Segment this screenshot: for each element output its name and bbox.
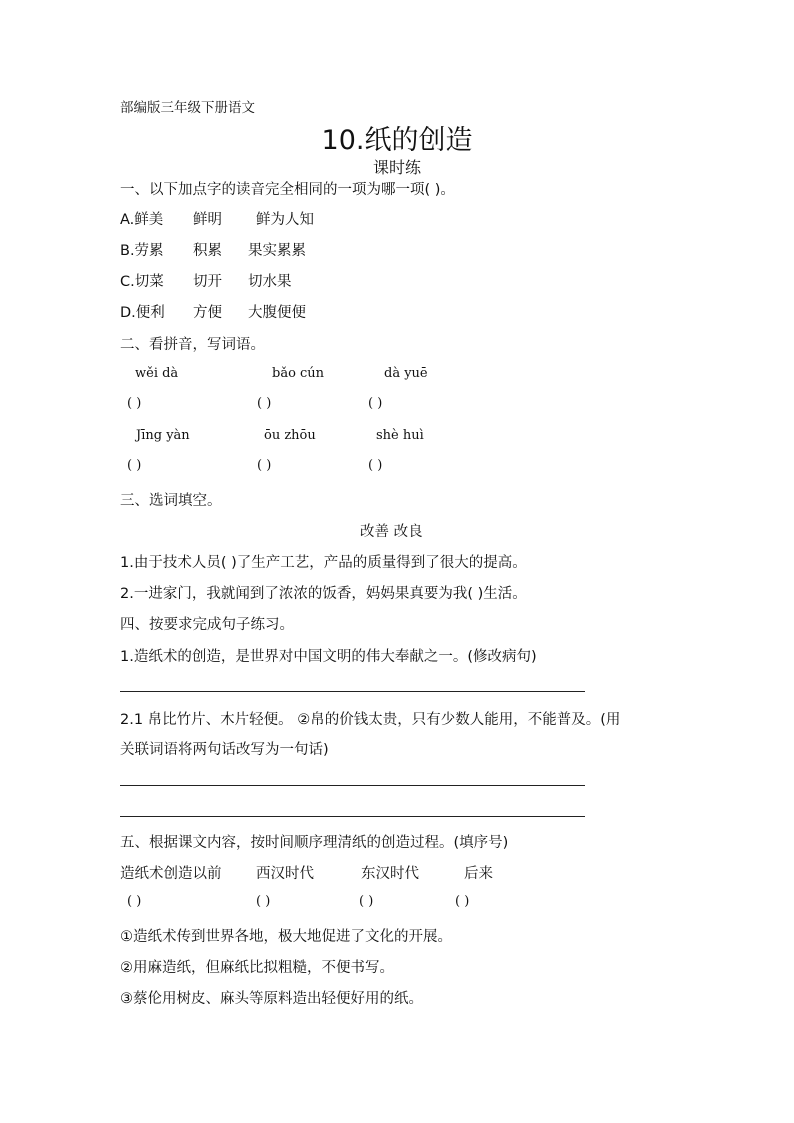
sentence-question-1: 1.造纸术的创造，是世界对中国文明的伟大奉献之一。(修改病句) bbox=[120, 649, 537, 665]
option-c-3: 切水果 bbox=[248, 274, 292, 290]
answer-bracket[interactable]: ( ) bbox=[127, 458, 142, 473]
option-a-1: A.鲜美 bbox=[120, 212, 164, 228]
process-item-2: ②用麻造纸，但麻纸比拟粗糙，不便书写。 bbox=[120, 960, 394, 976]
period-3: 东汉时代 bbox=[361, 866, 419, 882]
answer-bracket[interactable]: ( ) bbox=[257, 396, 272, 411]
option-c-1: C.切菜 bbox=[120, 274, 164, 290]
fill-question-1: 1.由于技术人员( )了生产工艺，产品的质量得到了很大的提高。 bbox=[120, 555, 527, 571]
doc-header: 部编版三年级下册语文 bbox=[120, 100, 255, 116]
option-a-2: 鲜明 bbox=[193, 212, 222, 228]
pinyin-1: wěi dà bbox=[135, 366, 179, 381]
answer-bracket[interactable]: ( ) bbox=[127, 894, 142, 909]
word-choices: 改善 改良 bbox=[360, 524, 423, 540]
answer-line[interactable] bbox=[120, 691, 585, 692]
option-b-2: 积累 bbox=[193, 243, 222, 259]
answer-bracket[interactable]: ( ) bbox=[368, 396, 383, 411]
period-4: 后来 bbox=[464, 866, 493, 882]
option-a-3: 鲜为人知 bbox=[256, 212, 314, 228]
section2-heading: 二、看拼音，写词语。 bbox=[120, 337, 265, 353]
option-b-3: 果实累累 bbox=[248, 243, 306, 259]
pinyin-4: Jīng yàn bbox=[136, 428, 190, 443]
pinyin-6: shè huì bbox=[376, 428, 424, 443]
section1-heading: 一、以下加点字的读音完全相同的一项为哪一项( )。 bbox=[120, 182, 455, 198]
option-b-1: B.劳累 bbox=[120, 243, 164, 259]
section4-heading: 四、按要求完成句子练习。 bbox=[120, 617, 294, 633]
process-item-3: ③蔡伦用树皮、麻头等原料造出轻便好用的纸。 bbox=[120, 991, 423, 1007]
section5-heading: 五、根据课文内容，按时间顺序理清纸的创造过程。(填序号) bbox=[120, 835, 509, 851]
answer-bracket[interactable]: ( ) bbox=[359, 894, 374, 909]
option-d-3: 大腹便便 bbox=[248, 305, 306, 321]
pinyin-5: ōu zhōu bbox=[264, 428, 316, 443]
period-1: 造纸术创造以前 bbox=[120, 866, 222, 882]
pinyin-2: bǎo cún bbox=[272, 366, 325, 381]
option-d-1: D.便利 bbox=[120, 305, 165, 321]
sentence-question-2-cont: 关联词语将两句话改写为一句话) bbox=[120, 742, 329, 758]
page-subtitle: 课时练 bbox=[372, 158, 421, 177]
answer-line[interactable] bbox=[120, 816, 585, 817]
process-item-1: ①造纸术传到世界各地，极大地促进了文化的开展。 bbox=[120, 929, 452, 945]
answer-bracket[interactable]: ( ) bbox=[127, 396, 142, 411]
answer-bracket[interactable]: ( ) bbox=[257, 458, 272, 473]
period-2: 西汉时代 bbox=[256, 866, 314, 882]
pinyin-3: dà yuē bbox=[384, 366, 428, 381]
answer-line[interactable] bbox=[120, 785, 585, 786]
answer-bracket[interactable]: ( ) bbox=[368, 458, 383, 473]
fill-question-2: 2.一进家门，我就闻到了浓浓的饭香，妈妈果真要为我( )生活。 bbox=[120, 586, 527, 602]
option-c-2: 切开 bbox=[193, 274, 222, 290]
section3-heading: 三、选词填空。 bbox=[120, 493, 222, 509]
page-title: 10.纸的创造 bbox=[321, 125, 473, 156]
answer-bracket[interactable]: ( ) bbox=[455, 894, 470, 909]
answer-bracket[interactable]: ( ) bbox=[256, 894, 271, 909]
option-d-2: 方便 bbox=[193, 305, 222, 321]
sentence-question-2: 2.1 帛比竹片、木片轻便。 ②帛的价钱太贵，只有少数人能用，不能普及。(用 bbox=[120, 712, 621, 728]
